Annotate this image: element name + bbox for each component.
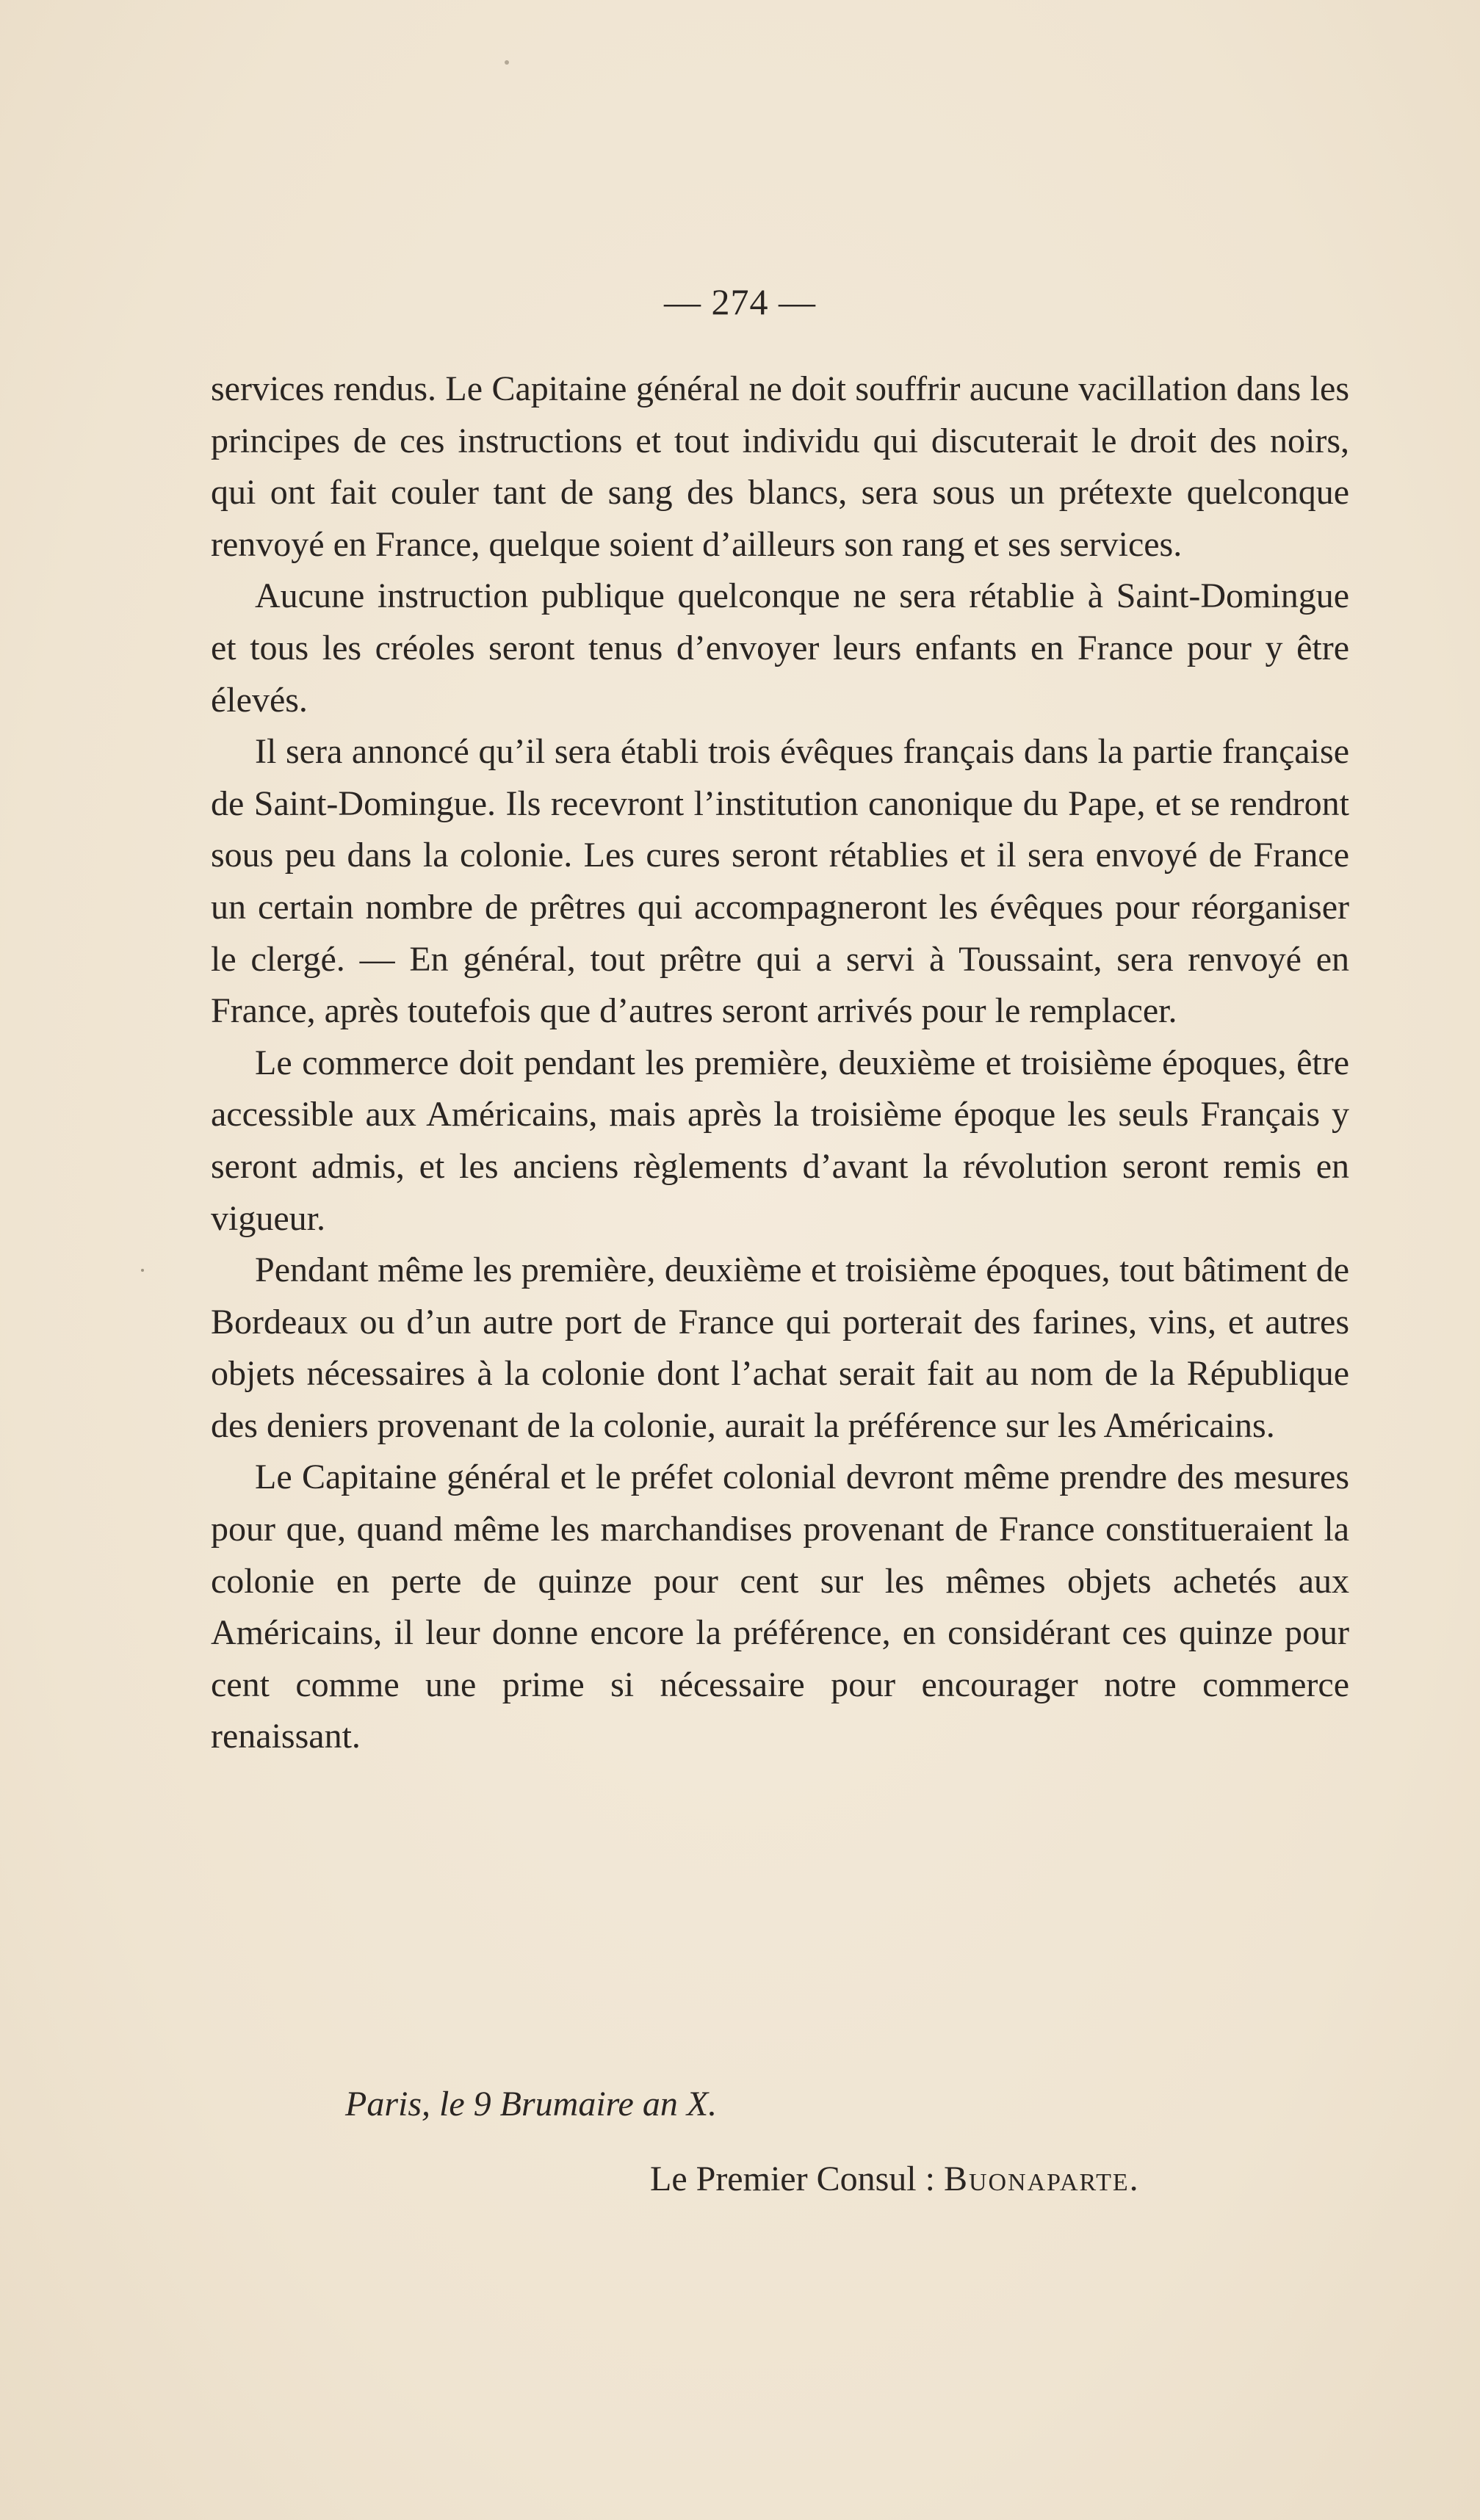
place-date-line: Paris, le 9 Brumaire an X.: [345, 2085, 718, 2123]
page-number: — 274 —: [664, 281, 816, 322]
paper-speck: [505, 60, 509, 65]
paragraph-6: Le Capitaine général et le préfet colonial devront même prendre des mesures pour que, quand même les marchandises provenant de France constitueraient la colonie en perte de quinze pour cent sur les mêmes objets achetés aux Américains, il leur donne encore la préférence, en considérant ces quinze pour cent comme une prime si nécessaire pour encourager notre commerce renaissant.: [211, 1458, 1349, 1756]
body-text: [211, 363, 1349, 1763]
margin-mark: [141, 1269, 144, 1272]
signatory-line: [0, 2159, 1480, 2199]
paragraph-2: Aucune instruction publique quelconque ne sera rétablie à Saint-Domingue et tous les créoles seront tenus d’envoyer leurs enfants en France pour y être élevés.: [211, 576, 1349, 720]
paragraph-1: services rendus. Le Capitaine général ne doit souffrir aucune vacillation dans les principes de ces instructions et tout individu qui discuterait le droit des noirs, qui ont fait couler tant de sang des blancs, sera sous un prétexte quelconque renvoyé en France, quelque soient d’ailleurs son rang et ses services.: [211, 369, 1349, 564]
paragraph-5: Pendant même les première, deuxième et troisième époques, tout bâtiment de Bordeaux ou d’un autre port de France qui porterait des farines, vins, et autres objets nécessaires à la colonie dont l’achat serait fait au nom de la République des deniers provenant de la colonie, aurait la préférence sur les Américains.: [211, 1250, 1349, 1445]
paragraph-3: Il sera annoncé qu’il sera établi trois évêques français dans la partie française de Saint-Domingue. Ils recevront l’institution canonique du Pape, et se rendront sous peu dans la colonie. Les cures seront rétablies et il sera envoyé de France un certain nombre de prêtres qui accompagneront les évêques pour réorganiser le clergé. — En général, tout prêtre qui a servi à Toussaint, sera renvoyé en France, après toutefois que d’autres seront arrivés pour le remplacer.: [211, 732, 1349, 1031]
signatory-name: Buonaparte.: [943, 2159, 1140, 2198]
signatory-title: Le Premier Consul :: [650, 2159, 935, 2198]
paragraph-4: Le commerce doit pendant les première, deuxième et troisième époques, être accessible aux Américains, mais après la troisième époque les seuls Français y seront admis, et les anciens règlements d’avant la révolution seront remis en vigueur.: [211, 1043, 1349, 1238]
